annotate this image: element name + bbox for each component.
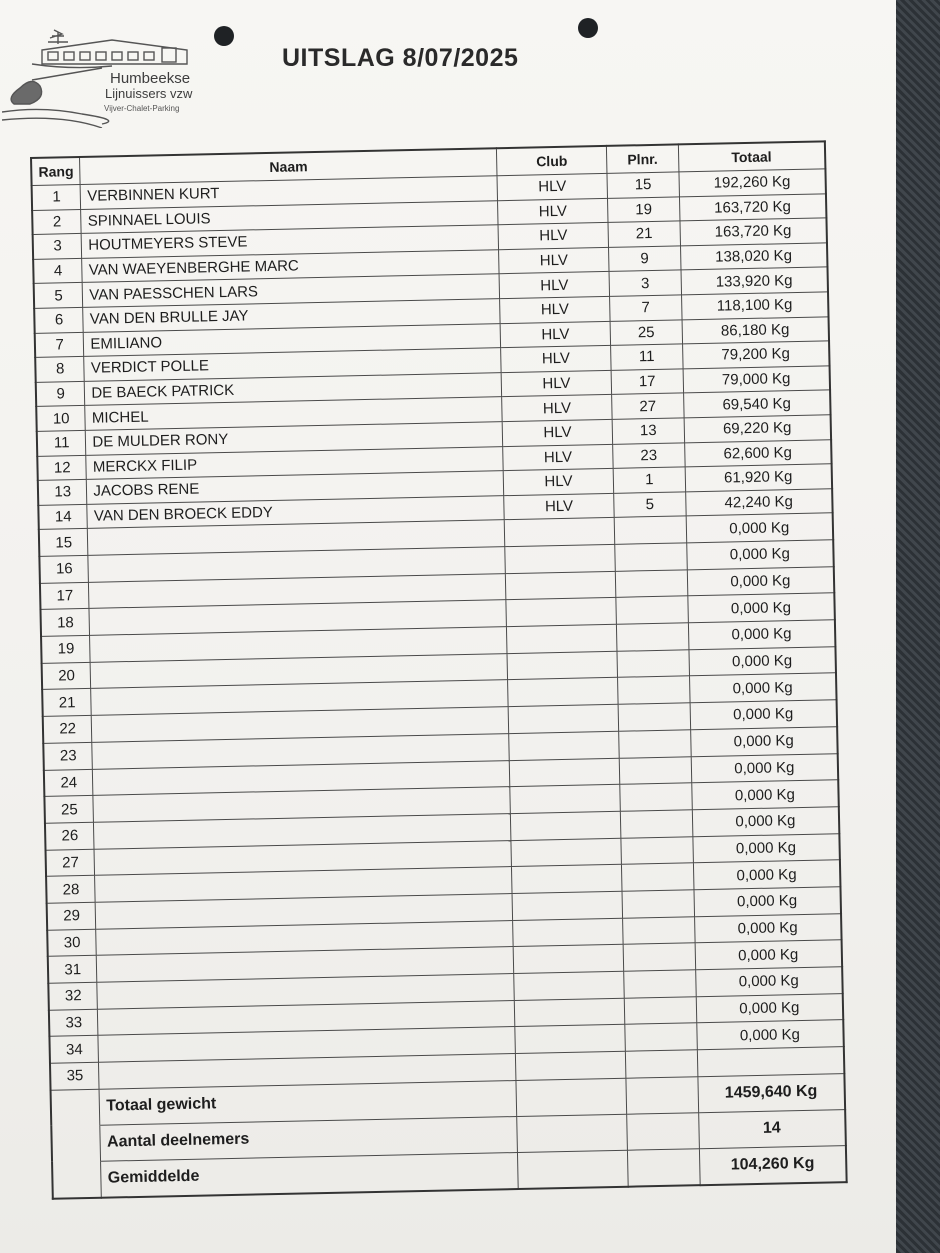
rank-cell: 32 bbox=[48, 982, 97, 1010]
club-cell bbox=[505, 571, 616, 600]
rank-cell: 28 bbox=[46, 876, 95, 904]
position-number-cell bbox=[615, 570, 687, 598]
rank-cell: 10 bbox=[36, 406, 85, 432]
rank-cell: 12 bbox=[37, 455, 86, 481]
club-cell: HLV bbox=[498, 198, 608, 225]
rank-cell: 7 bbox=[35, 332, 84, 358]
rank-cell: 35 bbox=[50, 1062, 99, 1090]
punch-hole bbox=[214, 26, 234, 46]
rank-cell: 22 bbox=[43, 715, 92, 743]
club-cell bbox=[512, 865, 623, 894]
logo-text-line1: Humbeekse bbox=[110, 70, 191, 87]
position-number-cell: 25 bbox=[610, 319, 682, 345]
rank-cell: 21 bbox=[42, 689, 91, 717]
club-cell: HLV bbox=[498, 223, 608, 250]
header-plnr: Plnr. bbox=[606, 144, 678, 173]
header-naam: Naam bbox=[80, 148, 497, 184]
position-number-cell: 1 bbox=[613, 467, 685, 493]
rank-cell: 27 bbox=[46, 849, 95, 877]
total-weight-cell: 69,220 Kg bbox=[684, 415, 831, 443]
summary-empty-cell bbox=[627, 1112, 699, 1149]
club-cell: HLV bbox=[501, 346, 611, 373]
position-number-cell: 23 bbox=[613, 442, 685, 468]
position-number-cell bbox=[622, 890, 694, 918]
position-number-cell: 7 bbox=[610, 295, 682, 321]
participants-label: Aantal deelnemers bbox=[100, 1116, 517, 1161]
table-body bbox=[32, 169, 845, 1090]
rank-cell: 18 bbox=[40, 609, 89, 637]
position-number-cell bbox=[624, 996, 696, 1024]
rank-cell: 3 bbox=[33, 234, 82, 260]
club-cell bbox=[510, 811, 621, 840]
total-weight-cell: 42,240 Kg bbox=[685, 488, 832, 516]
total-weight-cell: 0,000 Kg bbox=[694, 913, 841, 943]
position-number-cell: 27 bbox=[612, 393, 684, 419]
club-cell: HLV bbox=[503, 444, 613, 471]
name-cell: VAN WAEYENBERGHE MARC bbox=[82, 249, 499, 282]
name-cell: VERBINNEN KURT bbox=[81, 176, 498, 209]
average-value: 104,260 Kg bbox=[699, 1145, 847, 1185]
position-number-cell bbox=[614, 516, 686, 544]
rank-cell: 17 bbox=[40, 582, 89, 610]
total-weight-cell: 163,720 Kg bbox=[679, 193, 826, 221]
position-number-cell bbox=[617, 650, 689, 678]
club-cell bbox=[510, 784, 621, 813]
page-title: UITSLAG 8/07/2025 bbox=[282, 44, 519, 72]
club-cell bbox=[508, 678, 619, 707]
club-cell: HLV bbox=[500, 321, 610, 348]
club-cell: HLV bbox=[504, 493, 614, 520]
club-cell bbox=[504, 518, 615, 547]
summary-empty-cell bbox=[627, 1148, 699, 1186]
club-cell bbox=[515, 1051, 626, 1080]
total-weight-cell: 133,920 Kg bbox=[681, 267, 828, 295]
rank-cell: 13 bbox=[38, 480, 87, 506]
rank-cell: 30 bbox=[47, 929, 96, 957]
name-cell: VAN DEN BROECK EDDY bbox=[87, 495, 504, 528]
total-weight-cell: 0,000 Kg bbox=[688, 620, 835, 650]
total-weight-cell: 0,000 Kg bbox=[695, 940, 842, 970]
position-number-cell bbox=[618, 703, 690, 731]
total-weight-cell: 192,260 Kg bbox=[679, 169, 826, 197]
total-weight-value: 1459,640 Kg bbox=[698, 1073, 846, 1112]
position-number-cell: 19 bbox=[608, 197, 680, 223]
total-weight-cell: 62,600 Kg bbox=[684, 439, 831, 467]
club-cell bbox=[509, 758, 620, 787]
rank-cell: 20 bbox=[42, 662, 91, 690]
results-table bbox=[30, 140, 848, 1199]
rank-cell: 34 bbox=[49, 1036, 98, 1064]
position-number-cell bbox=[616, 596, 688, 624]
total-weight-cell: 0,000 Kg bbox=[693, 833, 840, 863]
rank-cell: 25 bbox=[44, 796, 93, 824]
summary-section bbox=[51, 1073, 847, 1198]
position-number-cell: 17 bbox=[611, 369, 683, 395]
rank-cell: 6 bbox=[34, 307, 83, 333]
rank-cell: 24 bbox=[44, 769, 93, 797]
club-cell: HLV bbox=[499, 247, 609, 274]
position-number-cell: 15 bbox=[607, 172, 679, 198]
summary-spacer bbox=[51, 1125, 101, 1162]
name-cell: SPINNAEL LOUIS bbox=[81, 200, 498, 233]
position-number-cell: 5 bbox=[614, 492, 686, 518]
rank-cell: 19 bbox=[41, 635, 90, 663]
name-cell: HOUTMEYERS STEVE bbox=[82, 225, 499, 258]
logo-text-line3: Vijver-Chalet-Parking bbox=[104, 104, 180, 113]
total-weight-cell: 0,000 Kg bbox=[686, 513, 833, 543]
position-number-cell bbox=[623, 916, 695, 944]
rank-cell: 5 bbox=[34, 283, 83, 309]
total-weight-cell: 0,000 Kg bbox=[692, 807, 839, 837]
total-weight-cell: 0,000 Kg bbox=[690, 700, 837, 730]
position-number-cell: 11 bbox=[611, 344, 683, 370]
total-weight-cell: 0,000 Kg bbox=[696, 993, 843, 1023]
name-cell: VERDICT POLLE bbox=[84, 348, 501, 381]
position-number-cell bbox=[625, 1023, 697, 1051]
position-number-cell: 21 bbox=[608, 221, 680, 247]
summary-empty-cell bbox=[517, 1114, 628, 1152]
club-cell: HLV bbox=[503, 468, 613, 495]
total-weight-cell: 86,180 Kg bbox=[682, 316, 829, 344]
rank-cell: 31 bbox=[48, 956, 97, 984]
club-cell bbox=[505, 544, 616, 573]
total-weight-cell: 0,000 Kg bbox=[691, 780, 838, 810]
club-cell: HLV bbox=[497, 173, 607, 200]
club-cell: HLV bbox=[500, 296, 610, 323]
total-weight-cell: 0,000 Kg bbox=[689, 673, 836, 703]
club-cell bbox=[514, 971, 625, 1000]
summary-spacer bbox=[52, 1161, 102, 1199]
summary-empty-cell bbox=[516, 1078, 627, 1116]
name-cell: EMILIANO bbox=[84, 323, 501, 356]
position-number-cell bbox=[621, 836, 693, 864]
total-weight-cell: 0,000 Kg bbox=[690, 727, 837, 757]
club-cell bbox=[506, 598, 617, 627]
rank-cell: 29 bbox=[47, 902, 96, 930]
header-totaal: Totaal bbox=[678, 141, 825, 172]
club-cell bbox=[511, 838, 622, 867]
total-weight-cell: 118,100 Kg bbox=[681, 292, 828, 320]
total-weight-cell: 0,000 Kg bbox=[695, 967, 842, 997]
club-cell bbox=[515, 1025, 626, 1054]
name-cell: VAN DEN BRULLE JAY bbox=[83, 299, 500, 332]
total-weight-cell: 79,000 Kg bbox=[683, 366, 830, 394]
total-weight-cell: 0,000 Kg bbox=[686, 540, 833, 570]
club-cell bbox=[508, 704, 619, 733]
total-weight-cell: 0,000 Kg bbox=[687, 566, 834, 596]
rank-cell: 26 bbox=[45, 822, 94, 850]
rank-cell: 15 bbox=[39, 529, 88, 557]
logo-text-line2: Lijnuissers vzw bbox=[105, 86, 193, 101]
total-weight-cell: 163,720 Kg bbox=[680, 218, 827, 246]
total-weight-cell: 0,000 Kg bbox=[691, 753, 838, 783]
rank-cell: 4 bbox=[33, 258, 82, 284]
total-weight-label: Totaal gewicht bbox=[99, 1080, 516, 1125]
position-number-cell bbox=[618, 676, 690, 704]
rank-cell: 14 bbox=[38, 504, 87, 530]
rank-cell: 16 bbox=[39, 555, 88, 583]
club-cell bbox=[507, 651, 618, 680]
name-cell: JACOBS RENE bbox=[87, 471, 504, 504]
total-weight-cell: 61,920 Kg bbox=[685, 464, 832, 492]
total-weight-cell: 69,540 Kg bbox=[683, 390, 830, 418]
summary-empty-cell bbox=[518, 1150, 629, 1189]
position-number-cell bbox=[620, 783, 692, 811]
average-label: Gemiddelde bbox=[101, 1152, 518, 1197]
club-cell bbox=[509, 731, 620, 760]
position-number-cell: 13 bbox=[612, 418, 684, 444]
club-cell bbox=[513, 918, 624, 947]
total-weight-cell: 0,000 Kg bbox=[689, 646, 836, 676]
club-cell: HLV bbox=[502, 395, 612, 422]
position-number-cell bbox=[623, 943, 695, 971]
total-weight-cell: 0,000 Kg bbox=[688, 593, 835, 623]
punch-hole bbox=[578, 18, 598, 38]
club-cell bbox=[514, 998, 625, 1027]
position-number-cell bbox=[619, 730, 691, 758]
total-weight-cell: 138,020 Kg bbox=[680, 243, 827, 271]
club-cell bbox=[513, 945, 624, 974]
name-cell: MICHEL bbox=[85, 397, 502, 430]
position-number-cell bbox=[620, 810, 692, 838]
position-number-cell bbox=[624, 970, 696, 998]
rank-cell: 2 bbox=[32, 209, 81, 235]
position-number-cell bbox=[619, 756, 691, 784]
position-number-cell bbox=[625, 1050, 697, 1078]
total-weight-cell: 0,000 Kg bbox=[694, 887, 841, 917]
rank-cell: 8 bbox=[35, 357, 84, 383]
total-weight-cell: 0,000 Kg bbox=[693, 860, 840, 890]
total-weight-cell bbox=[697, 1047, 844, 1077]
rank-cell: 1 bbox=[32, 184, 81, 210]
rank-cell: 11 bbox=[37, 430, 86, 456]
total-weight-cell: 0,000 Kg bbox=[696, 1020, 843, 1050]
total-weight-cell: 79,200 Kg bbox=[682, 341, 829, 369]
rank-cell: 9 bbox=[36, 381, 85, 407]
position-number-cell: 9 bbox=[609, 246, 681, 272]
name-cell: DE MULDER RONY bbox=[86, 422, 503, 455]
name-cell: VAN PAESSCHEN LARS bbox=[83, 274, 500, 307]
name-cell: DE BAECK PATRICK bbox=[85, 372, 502, 405]
header-rang: Rang bbox=[31, 157, 80, 186]
position-number-cell bbox=[622, 863, 694, 891]
summary-spacer bbox=[51, 1089, 101, 1126]
name-cell: MERCKX FILIP bbox=[86, 446, 503, 479]
club-cell: HLV bbox=[499, 272, 609, 299]
participants-value: 14 bbox=[698, 1109, 846, 1148]
position-number-cell bbox=[615, 543, 687, 571]
club-cell: HLV bbox=[502, 419, 612, 446]
club-cell bbox=[507, 624, 618, 653]
rank-cell: 23 bbox=[43, 742, 92, 770]
summary-empty-cell bbox=[626, 1076, 698, 1113]
club-cell: HLV bbox=[501, 370, 611, 397]
position-number-cell bbox=[616, 623, 688, 651]
rank-cell: 33 bbox=[49, 1009, 98, 1037]
results-table-wrapper bbox=[30, 140, 848, 1229]
header-club: Club bbox=[497, 146, 608, 176]
position-number-cell: 3 bbox=[609, 270, 681, 296]
club-cell bbox=[512, 891, 623, 920]
